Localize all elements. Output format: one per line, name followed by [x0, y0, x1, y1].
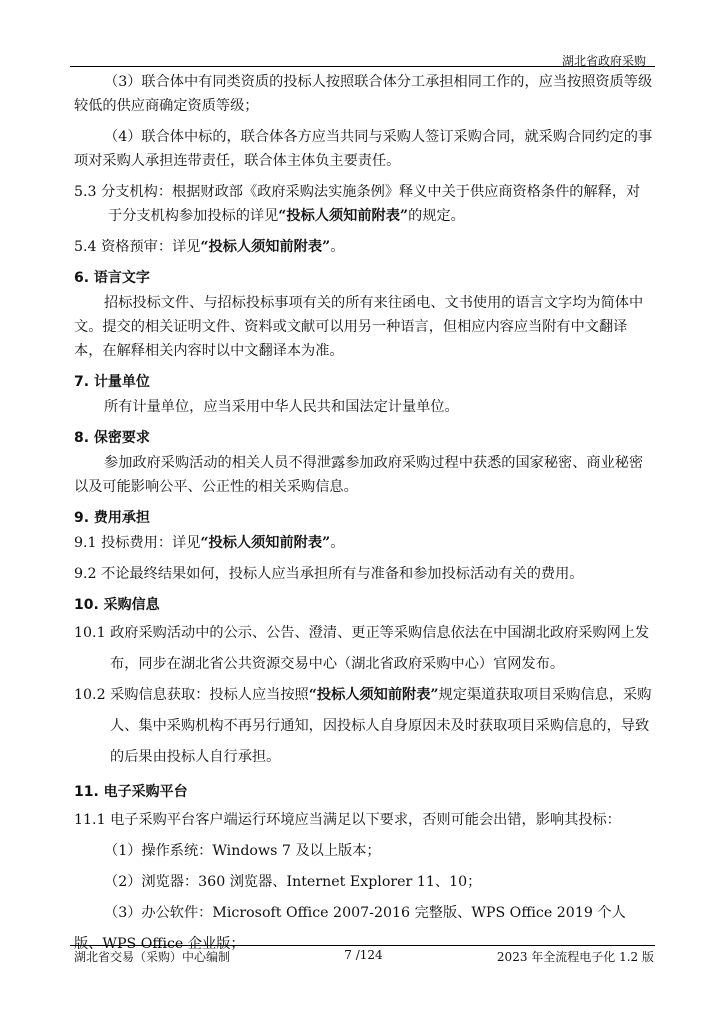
section-10-2-ref: “投标人须知前附表” — [308, 687, 439, 703]
section-5-4-ref: “投标人须知前附表” — [200, 239, 331, 255]
section-10-1: 10.1 政府采购活动中的公示、公告、澄清、更正等采购信息依法在中国湖北政府采购网上发布，同步在湖北省公共资源交易中心（湖北省政府采购中心）官网发布。 — [74, 625, 650, 672]
heading-6: 6. 语言文字 — [74, 270, 150, 286]
section-5-3-text: 5.3 分支机构：根据财政部《政府采购法实施条例》释义中关于供应商资格条件的解释，对于分支机构参加投标的详见 — [74, 184, 641, 224]
paragraph-6: 招标投标文件、与招标投标事项有关的所有来往函电、文书使用的语言文字均为简体中文。提交的相关证明文件、资料或文献可以用另一种语言，但相应内容应当附有中文翻译本，在解释相关内容时以中文翻译本为准。 — [74, 295, 644, 359]
section-11-1: 11.1 电子采购平台客户端运行环境应当满足以下要求，否则可能会出错，影响其投标： — [74, 812, 621, 828]
requirement-browser: （2）浏览器：360 浏览器、Internet Explorer 11、10； — [104, 874, 482, 890]
section-5-3-ref: “投标人须知前附表” — [278, 208, 409, 224]
section-5-3-tail: 的规定。 — [408, 208, 465, 224]
page-number: 7 /124 — [344, 948, 383, 962]
section-9-1-ref: “投标人须知前附表” — [200, 535, 331, 551]
paragraph-8: 参加政府采购活动的相关人员不得泄露参加政府采购过程中获悉的国家秘密、商业秘密以及可能影响公平、公正性的相关采购信息。 — [74, 455, 644, 495]
section-5-4 — [74, 235, 654, 259]
header-divider — [70, 66, 655, 67]
section-5-4-text: 5.4 资格预审：详见 — [74, 239, 201, 255]
section-9-1-text: 9.1 投标费用：详见 — [74, 535, 201, 551]
heading-8: 8. 保密要求 — [74, 430, 150, 446]
section-9-2: 9.2 不论最终结果如何，投标人应当承担所有与准备和参加投标活动有关的费用。 — [74, 566, 584, 582]
paragraph-4: （4）联合体中标的，联合体各方应当共同与采购人签订采购合同，就采购合同约定的事项对采购人承担连带责任，联合体主体负主要责任。 — [74, 129, 653, 169]
footer-right: 2023 年全流程电子化 1.2 版 — [496, 950, 654, 964]
section-9-1-tail: 。 — [330, 535, 345, 551]
section-10-2 — [74, 680, 654, 773]
heading-7: 7. 计量单位 — [74, 374, 150, 390]
heading-10: 10. 采购信息 — [74, 597, 160, 613]
footer-left: 湖北省交易（采购）中心编制 — [74, 950, 231, 964]
requirement-os: （1）操作系统：Windows 7 及以上版本； — [104, 843, 381, 859]
page-footer — [74, 948, 654, 965]
paragraph-7: 所有计量单位，应当采用中华人民共和国法定计量单位。 — [104, 399, 459, 415]
section-10-2-text: 10.2 采购信息获取：投标人应当按照 — [74, 687, 309, 703]
section-5-4-tail: 。 — [330, 239, 345, 255]
document-body — [74, 70, 654, 960]
header-title: 湖北省政府采购 — [561, 54, 646, 68]
heading-11: 11. 电子采购平台 — [74, 784, 188, 800]
section-9-1 — [74, 531, 654, 555]
requirement-office: （3）办公软件：Microsoft Office 2007-2016 完整版、WPS Office 2019 个人版、WPS Office 企业版； — [74, 905, 626, 952]
footer-divider — [70, 945, 655, 946]
paragraph-3: （3）联合体中有同类资质的投标人按照联合体分工承担相同工作的，应当按照资质等级较低的供应商确定资质等级； — [74, 74, 653, 114]
section-10-2-tail: 规定渠道获取项目采购信息，采购人、集中采购机构不再另行通知，因投标人自身原因未及时获取项目采购信息的，导致的后果由投标人自行承担。 — [110, 687, 652, 765]
heading-9: 9. 费用承担 — [74, 510, 150, 526]
section-5-3 — [74, 180, 654, 228]
